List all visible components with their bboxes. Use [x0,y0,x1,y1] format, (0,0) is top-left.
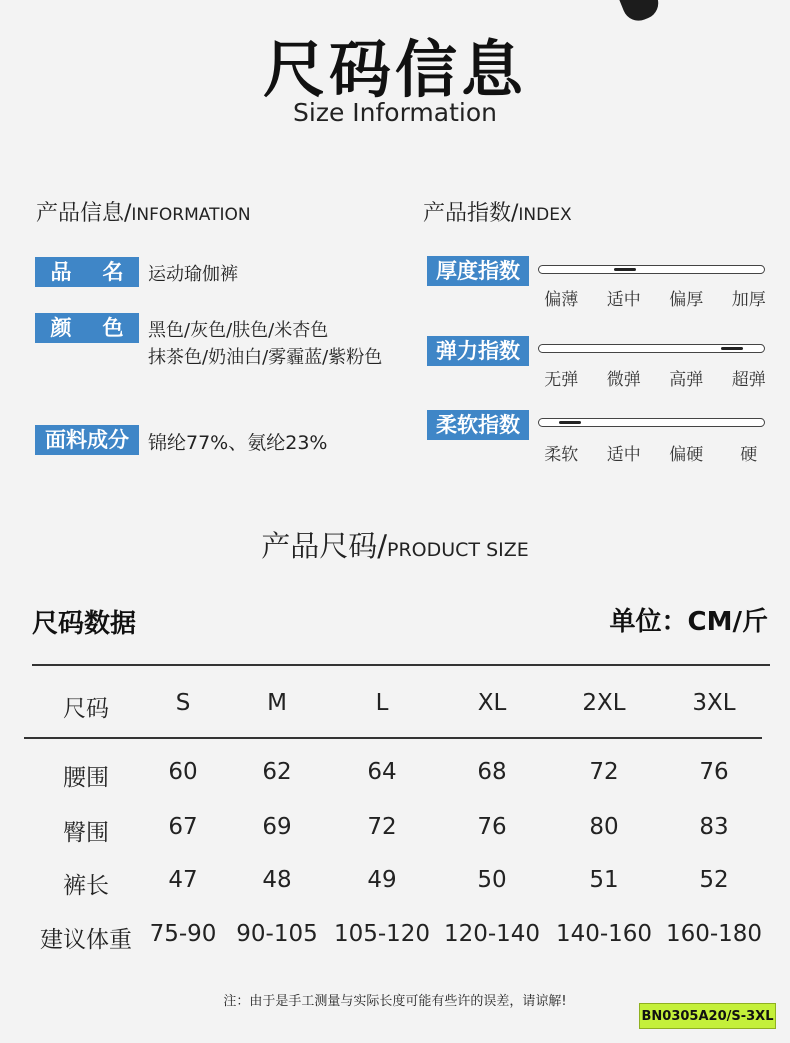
product-name-label [35,257,139,287]
table-cell: 76 [699,759,729,785]
table-cell: 62 [262,759,292,785]
table-cell: 76 [477,814,507,840]
table-row-label: 建议体重 [40,927,132,953]
scale-label: 偏薄 [544,290,579,310]
softness-index-bar [538,418,765,427]
table-header-cell: 尺码 [63,696,109,722]
elasticity-index-bar [538,344,765,353]
table-header-divider [24,737,762,739]
thickness-index-scale [530,285,780,310]
fabric-label: 面料成分 [35,425,139,455]
product-size-heading-cn: 产品尺码/ [261,529,388,563]
scale-label: 加厚 [731,290,766,310]
table-cell: 83 [699,814,729,840]
color-label-char-2: 色 [102,316,124,340]
elasticity-index-label: 弹力指数 [427,336,529,366]
color-label [35,313,139,343]
fabric-value: 锦纶77%、氨纶23% [148,432,328,454]
product-code-badge: BN0305A20/S-3XL [639,1003,776,1029]
table-cell: 72 [367,814,397,840]
index-heading-en: INDEX [518,205,572,225]
table-header-cell: 3XL [692,690,736,716]
table-cell: 69 [262,814,292,840]
table-header-cell: L [375,690,389,716]
table-header-cell: 2XL [582,690,626,716]
index-heading-cn: 产品指数/ [423,201,519,226]
scale-label: 偏硬 [669,445,704,465]
table-cell: 140-160 [555,921,653,947]
information-heading [36,196,251,227]
table-row-label: 裤长 [63,873,109,899]
table-top-divider [32,664,770,666]
thickness-index-marker [614,268,636,271]
table-cell: 51 [589,867,619,893]
table-cell: 72 [589,759,619,785]
table-cell: 68 [477,759,507,785]
scale-label: 无弹 [544,370,579,390]
table-cell: 48 [262,867,292,893]
elasticity-index-marker [721,347,743,350]
table-cell: 60 [168,759,198,785]
scale-label: 柔软 [544,445,579,465]
softness-index-scale [530,440,780,465]
table-header-cell: M [267,690,287,716]
table-cell: 75-90 [149,921,217,947]
table-row-label: 腰围 [63,765,109,791]
product-name-value: 运动瑜伽裤 [148,264,238,285]
table-cell: 90-105 [236,921,318,947]
page-subtitle: Size Information [293,98,497,127]
color-value-line-1: 黑色/灰色/肤色/米杏色 [148,320,329,341]
thickness-index-label: 厚度指数 [427,256,529,286]
table-cell: 47 [168,867,198,893]
table-row-label: 臀围 [63,820,109,846]
scale-label: 适中 [606,445,641,465]
thickness-index-bar [538,265,765,274]
product-size-heading [0,524,790,565]
elasticity-index-scale [530,365,780,390]
table-cell: 105-120 [333,921,431,947]
scale-label: 适中 [606,290,641,310]
softness-index-label: 柔软指数 [427,410,529,440]
scale-label: 超弹 [731,370,766,390]
scale-label: 微弹 [606,370,641,390]
table-cell: 160-180 [665,921,763,947]
table-cell: 120-140 [443,921,541,947]
table-header-cell: XL [477,690,507,716]
table-header-cell: S [175,690,191,716]
table-cell: 67 [168,814,198,840]
scale-label: 高弹 [669,370,704,390]
scale-label: 硬 [740,445,758,465]
product-name-label-char-2: 名 [102,260,124,284]
product-name-label-char-1: 品 [50,260,72,284]
size-data-title: 尺码数据 [32,609,137,639]
table-cell: 49 [367,867,397,893]
measurement-note: 注：由于是手工测量与实际长度可能有些许的误差，请谅解! [223,994,567,1009]
index-heading [423,196,572,227]
scale-label: 偏厚 [669,290,704,310]
size-unit: 单位：CM/斤 [609,607,768,637]
color-label-char-1: 颜 [50,316,72,340]
table-cell: 50 [477,867,507,893]
table-cell: 64 [367,759,397,785]
information-heading-en: INFORMATION [131,205,251,225]
softness-index-marker [559,421,581,424]
information-heading-cn: 产品信息/ [36,201,132,226]
table-cell: 80 [589,814,619,840]
table-cell: 52 [699,867,729,893]
page-title: 尺码信息 [262,33,527,106]
product-size-heading-en: PRODUCT SIZE [387,539,529,561]
color-value-line-2: 抹茶色/奶油白/雾霾蓝/紫粉色 [148,347,383,368]
